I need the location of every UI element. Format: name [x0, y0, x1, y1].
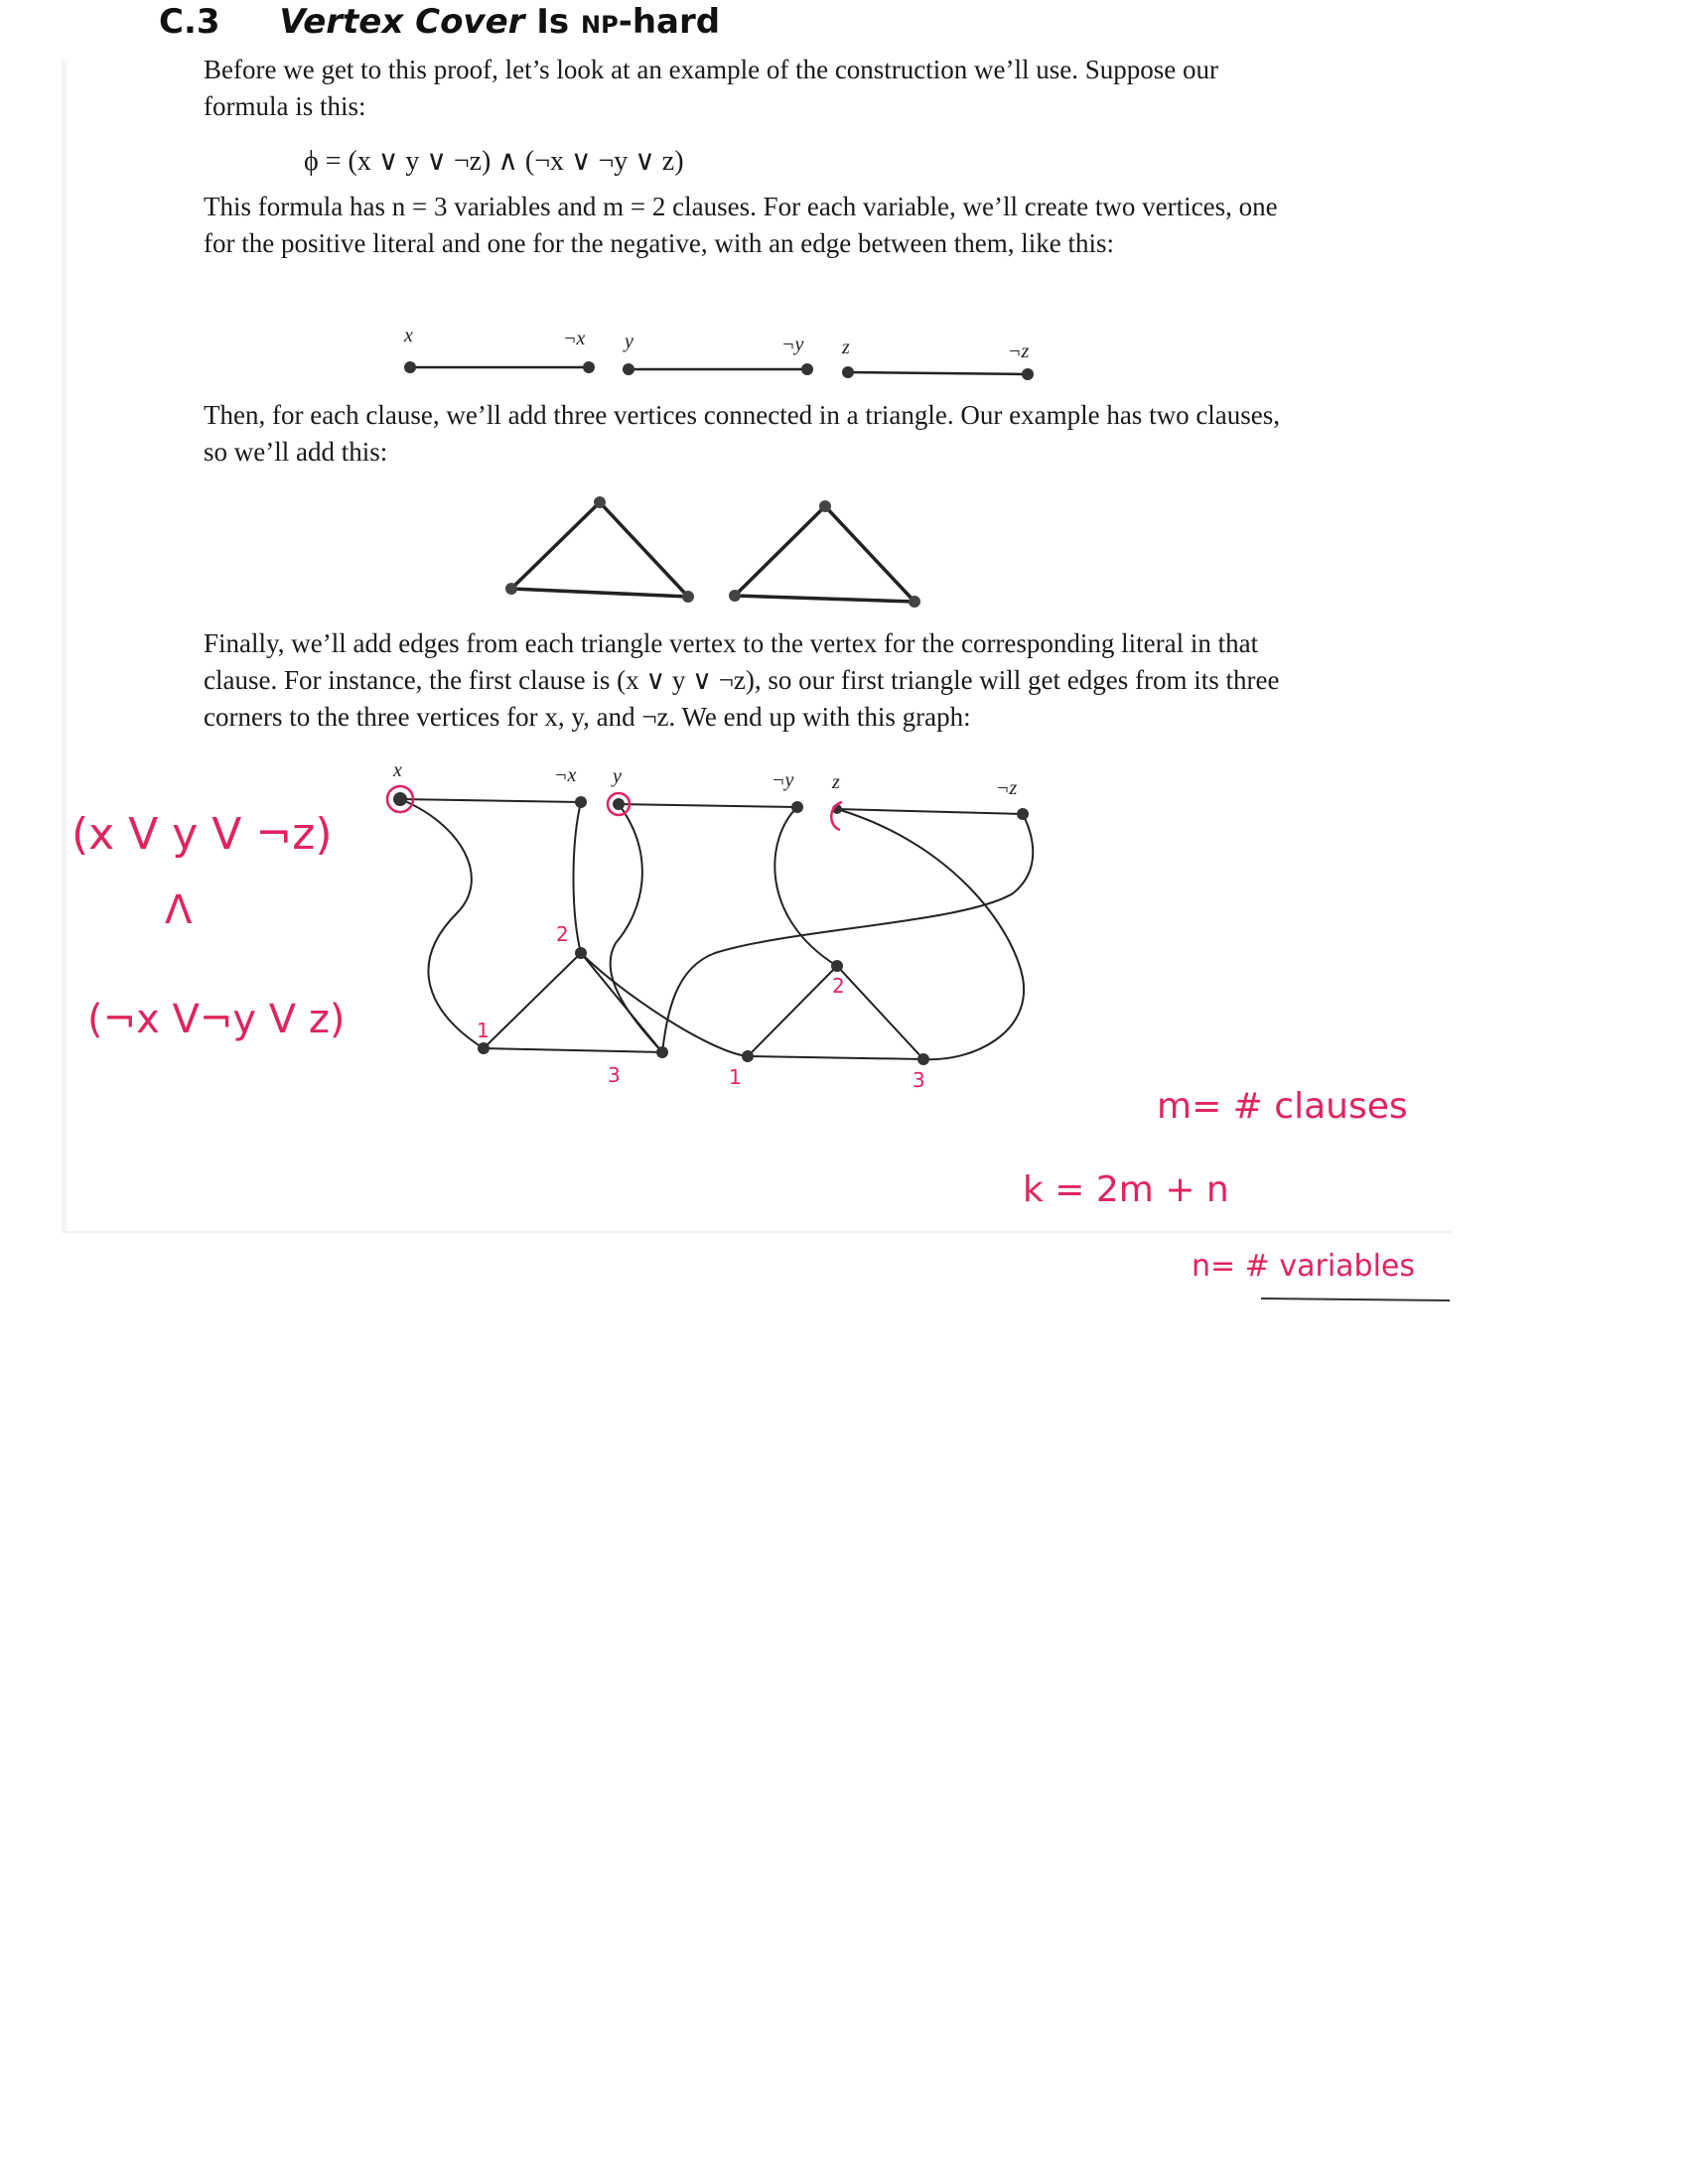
final-label-z: z [832, 771, 840, 793]
corner-label-3b: 3 [913, 1068, 925, 1092]
vertex-notz [1022, 368, 1034, 380]
formula-phi: ϕ = (x ∨ y ∨ ¬z) ∧ (¬x ∨ ¬y ∨ z) [304, 146, 684, 177]
edge-x-tri1 [400, 799, 484, 1048]
final-vertex-y [613, 798, 625, 810]
tri1-right [682, 591, 694, 603]
label-notz: ¬z [1008, 341, 1030, 362]
label-y: y [625, 331, 633, 352]
vertex-notx [583, 361, 595, 373]
edge-y-tri1 [611, 804, 662, 1052]
edge-notz-tri1 [662, 814, 1033, 1052]
final-tri1-left [478, 1042, 490, 1054]
paragraph-clauses: Then, for each clause, we’ll add three vertices connected in a triangle. Our example has two clauses, so we’ll add this: [204, 400, 1281, 467]
vertex-y [623, 363, 634, 375]
annotation-n-definition: n= # variables [1192, 1249, 1416, 1284]
triangle-clause-2 [735, 506, 914, 602]
annotation-m-definition: m= # clauses [1157, 1086, 1408, 1127]
final-label-y: y [613, 765, 622, 787]
section-title-np: NP [581, 11, 619, 39]
edge-noty-tri2 [774, 807, 837, 966]
label-x: x [404, 325, 413, 346]
figure-variable-vertices [404, 361, 1034, 380]
tri1-top [594, 496, 606, 508]
final-tri2-right [917, 1053, 929, 1065]
annotation-clause-1: (x V y V ¬z) [71, 809, 333, 860]
figure-variable-gadgets [410, 367, 1028, 374]
edge-z-notz [848, 372, 1028, 374]
edge-z-tri2 [837, 809, 1024, 1059]
annotation-and: Λ [165, 887, 193, 933]
final-triangle-1 [484, 953, 662, 1052]
corner-label-2b: 2 [832, 974, 845, 998]
final-vertex-notx [575, 796, 587, 808]
corner-label-2a: 2 [556, 922, 569, 946]
vertex-x [404, 361, 416, 373]
annotation-clause-2: (¬x V¬y V z) [87, 997, 346, 1042]
section-title-main: Vertex Cover [279, 2, 525, 42]
final-label-noty: ¬y [772, 769, 794, 791]
final-tri1-right [656, 1046, 668, 1058]
corner-label-1b: 1 [729, 1065, 742, 1089]
final-edge-y-noty [619, 804, 797, 807]
label-noty: ¬y [781, 334, 804, 355]
final-label-notx: ¬x [554, 764, 577, 786]
paragraph-variables: This formula has n = 3 variables and m = 2 clauses. For each variable, we’ll create two vertices, one for the positive literal and one for the negative, with an edge between them, like this: [204, 192, 1278, 258]
annotation-k-formula: k = 2m + n [1023, 1169, 1229, 1210]
hand-underline [1261, 1298, 1450, 1300]
final-tri1-top [575, 947, 587, 959]
section-title-is: Is [536, 2, 570, 42]
final-label-x: x [393, 759, 402, 781]
vertex-noty [801, 363, 813, 375]
section-title-hard: -hard [618, 2, 721, 42]
final-edge-x-notx [400, 799, 581, 802]
figure-final-graph [400, 799, 1033, 1059]
figure-clause-triangles [511, 502, 914, 602]
final-vertex-noty [791, 801, 803, 813]
paragraph-edges: Finally, we’ll add edges from each triangle vertex to the vertex for the corresponding literal in that clause. For instance, the first clause is (x ∨ y ∨ ¬z), so our first triangle will get edges from its three corners to the three vertices for x, y, and ¬z. We end up with this graph: [204, 628, 1280, 732]
corner-label-1a: 1 [477, 1019, 490, 1042]
triangle-clause-1 [511, 502, 688, 597]
corner-label-3a: 3 [608, 1063, 621, 1087]
tri2-right [909, 596, 920, 608]
paragraph-intro: Before we get to this proof, let’s look at an example of the construction we’ll use. Suppose our formula is this: [204, 55, 1219, 121]
vertex-z [842, 366, 854, 378]
edge-notx-tri2 [574, 802, 749, 1056]
final-edge-z-notz [837, 809, 1023, 814]
final-label-notz: ¬z [996, 777, 1018, 799]
label-notx: ¬x [563, 328, 586, 349]
final-tri2-left [742, 1050, 754, 1062]
figure-variable-labels [403, 325, 1029, 362]
final-vertex-notz [1017, 808, 1029, 820]
tri2-top [819, 500, 831, 512]
final-graph-labels [392, 759, 1017, 799]
final-tri2-top [831, 960, 843, 972]
tri1-left [505, 583, 517, 595]
section-number: C.3 [159, 2, 220, 42]
label-z: z [842, 337, 850, 358]
final-vertex-x [393, 792, 407, 806]
tri2-left [729, 590, 741, 602]
